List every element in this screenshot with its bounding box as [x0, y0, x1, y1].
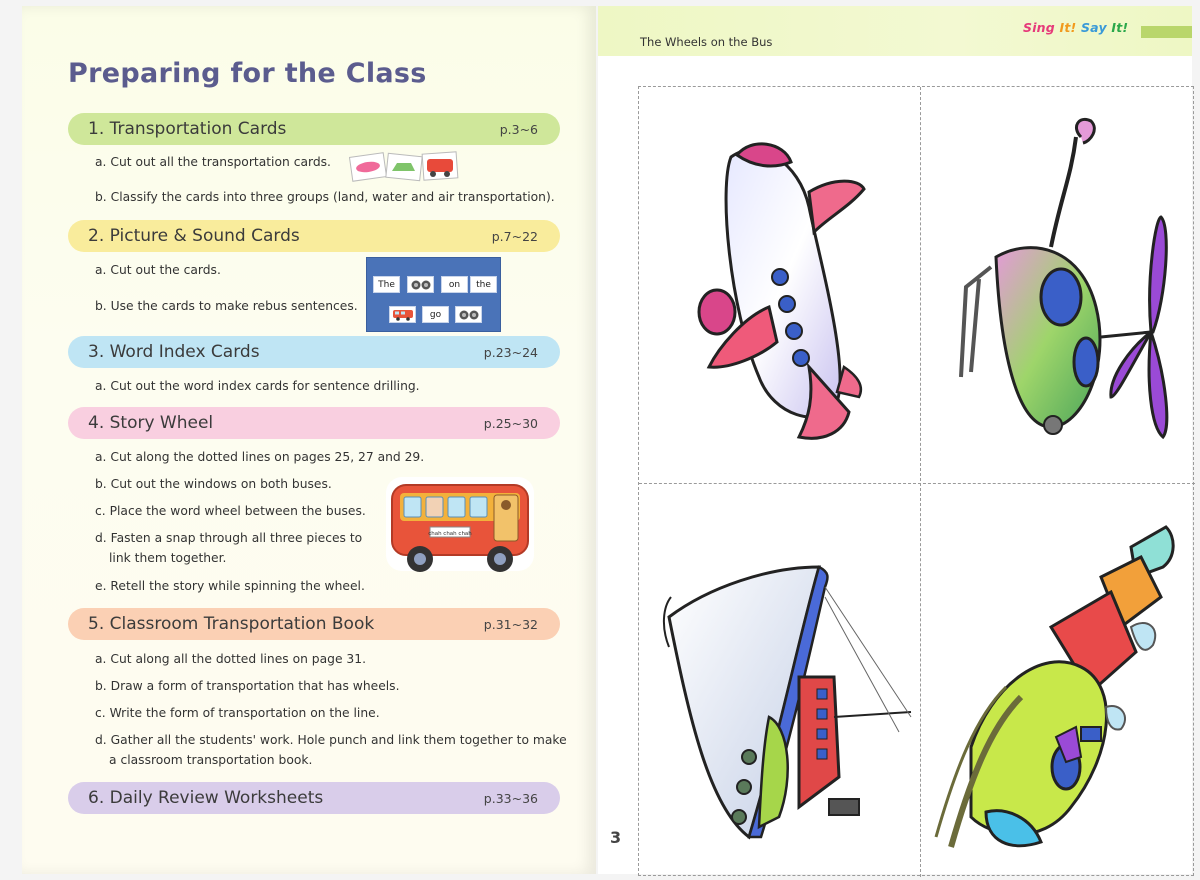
header-stripe	[1141, 26, 1192, 38]
section-page-range: p.7~22	[491, 228, 538, 244]
helicopter-icon	[931, 107, 1181, 467]
section-word-index-cards	[68, 336, 560, 368]
section-title: 2. Picture & Sound Cards	[88, 226, 300, 246]
step-item-continued: a classroom transportation book.	[109, 753, 313, 767]
section-classroom-transportation-book	[68, 608, 560, 640]
step-item: a. Cut out all the transportation cards.	[95, 155, 331, 169]
step-item: e. Retell the story while spinning the wheel.	[95, 579, 365, 593]
wheels-picture-icon	[407, 276, 434, 293]
section-page-range: p.31~32	[483, 616, 538, 632]
header-subtitle: The Wheels on the Bus	[640, 35, 773, 49]
step-item: c. Place the word wheel between the buses.	[95, 504, 366, 518]
step-item: b. Draw a form of transportation that has wheels.	[95, 679, 400, 693]
brand-word: Sing	[1023, 20, 1060, 35]
step-item: b. Cut out the windows on both buses.	[95, 477, 332, 491]
section-title: 3. Word Index Cards	[88, 342, 260, 362]
section-title: 4. Story Wheel	[88, 413, 214, 433]
left-page	[22, 6, 596, 874]
step-item: a. Cut out the cards.	[95, 263, 221, 277]
step-item: d. Fasten a snap through all three pieces to	[95, 531, 363, 545]
bus-sign-text: chah chah chah	[428, 531, 472, 537]
rebus-word-tile: the	[470, 276, 497, 293]
step-item: b. Use the cards to make rebus sentences.	[95, 299, 358, 313]
section-transportation-cards	[68, 113, 560, 145]
section-story-wheel	[68, 407, 560, 439]
section-page-range: p.3~6	[499, 121, 538, 137]
cutout-card-grid	[638, 86, 1194, 876]
dotted-cut-line	[920, 87, 921, 877]
page-title: Preparing for the Class	[68, 58, 427, 89]
transportation-cards-icon	[349, 149, 461, 185]
rebus-word-tile: go	[422, 306, 449, 323]
step-item: a. Cut along the dotted lines on pages 25, 27 and 29.	[95, 450, 425, 464]
story-wheel-bus-icon	[382, 471, 538, 583]
section-picture-sound-cards	[68, 220, 560, 252]
brand-word: Say	[1080, 20, 1112, 35]
step-item: c. Write the form of transportation on the line.	[95, 706, 380, 720]
rebus-word-tile: The	[373, 276, 400, 293]
brand-logo	[1023, 20, 1128, 35]
wheels-picture-icon	[455, 306, 482, 323]
brand-word: It!	[1111, 20, 1129, 35]
page-number: 3	[610, 828, 622, 847]
section-daily-review-worksheets	[68, 782, 560, 814]
section-page-range: p.23~24	[483, 344, 538, 360]
step-item: d. Gather all the students' work. Hole punch and link them together to make	[95, 733, 567, 747]
step-item: b. Classify the cards into three groups (land, water and air transportation).	[95, 190, 555, 204]
section-title: 5. Classroom Transportation Book	[88, 614, 375, 634]
rebus-sentence-image	[366, 257, 501, 332]
step-item: a. Cut along all the dotted lines on page 31.	[95, 652, 366, 666]
section-page-range: p.33~36	[483, 790, 538, 806]
dotted-cut-line	[639, 483, 1195, 484]
step-item: a. Cut out the word index cards for sentence drilling.	[95, 379, 420, 393]
section-title: 6. Daily Review Worksheets	[88, 788, 324, 808]
section-page-range: p.25~30	[483, 415, 538, 431]
bus-picture-icon	[389, 306, 416, 323]
airplane-icon	[659, 107, 899, 467]
step-item-continued: link them together.	[109, 551, 227, 565]
ship-icon	[649, 517, 919, 867]
rebus-word-tile: on	[441, 276, 468, 293]
brand-word: It!	[1059, 20, 1081, 35]
right-page	[598, 6, 1192, 874]
section-title: 1. Transportation Cards	[88, 119, 287, 139]
train-icon	[931, 517, 1191, 867]
